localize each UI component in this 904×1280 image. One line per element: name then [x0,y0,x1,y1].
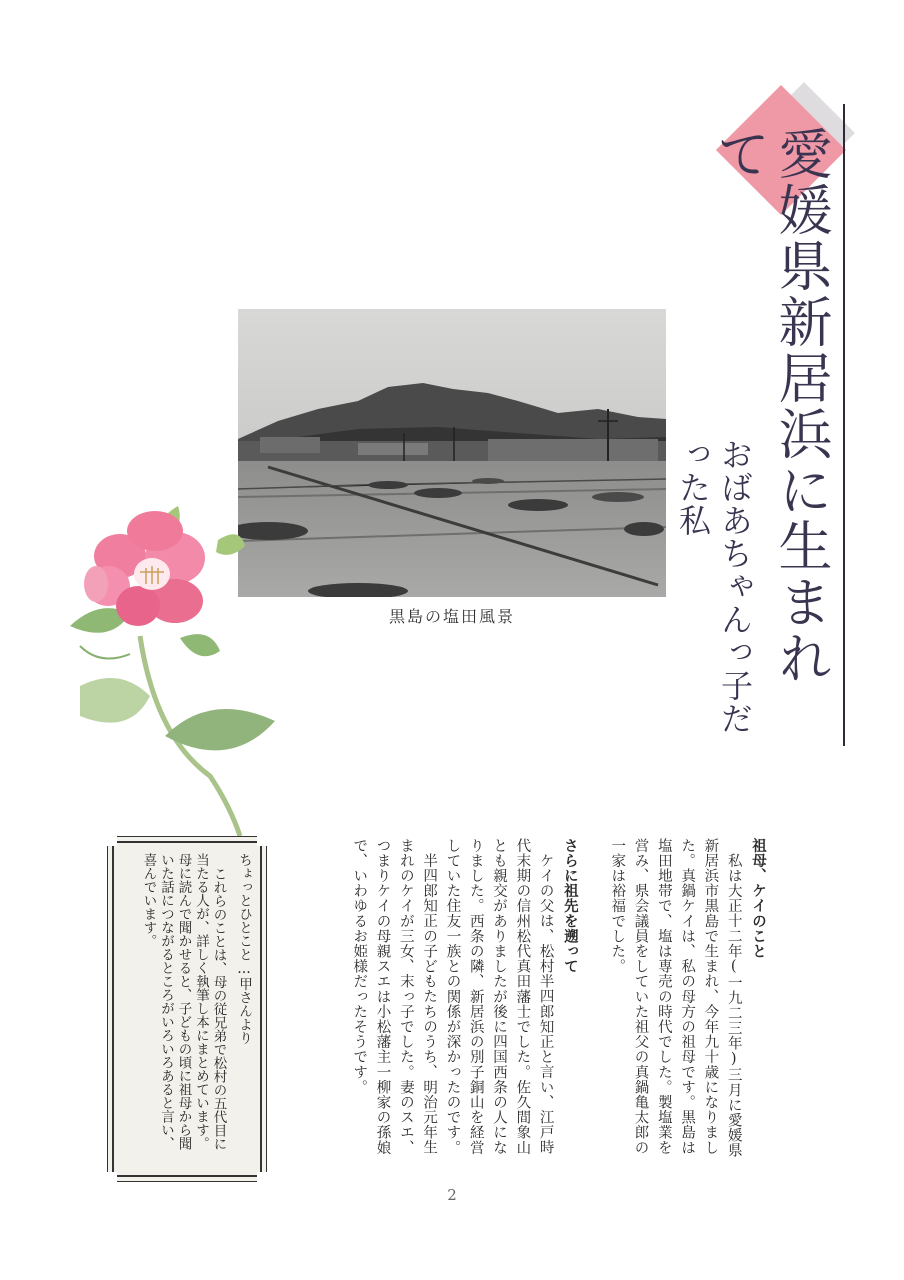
aside-corner-notch [257,836,267,846]
title-rule [843,104,845,746]
section-heading-grandmother: 祖母、ケイのこと [750,838,767,959]
section1-paragraph: 私は大正十二年(一九二三年)三月に愛媛県新居浜市黒島で生まれ、今年九十歳になりました。真鍋ケイは、私の母方の祖母です。黒島は塩田地帯で、塩は専売の時代でした。製塩業を営み、県会議員をしていた祖父の真鍋亀太郎の一家は裕福でした。 [609,838,742,1158]
page-subtitle: おばあちゃんっ子だった私 [674,438,754,735]
aside-corner-notch [107,836,117,846]
aside-box [107,836,267,1182]
aside-corner-notch [257,1172,267,1182]
aside-text: これらのことは、母の従兄弟で松村の五代目に当たる人が、詳しく執筆し本にまとめています。母に読んで聞かせると、子どもの頃に祖母から聞いた話につながるところがいろいろあると言い、喜んでいます。 [140,853,227,1150]
article-body [270,838,770,1168]
section-heading-ancestors: さらに祖先を遡って [561,838,579,974]
aside-content [122,853,252,1163]
page-title: 愛媛県新居浜に生まれて [708,126,833,686]
camellia-flower-icon [60,476,310,856]
camellia-illustration [60,476,310,856]
section2-paragraph-1: ケイの父は、松村半四郎知正と言い、江戸時代末期の信州松代真田藩士でした。佐久間象山とも親交がありましたが後に四国西条の人になりました。西条の隣、新居浜の別子銅山を経営していた住友一族との関係が深かったのです。 [444,838,554,1156]
aside-heading: ちょっとひとこと…甲さんより [236,853,252,1045]
section2-paragraph-2: 半四郎知正の子どもたちのうち、明治元年生まれのケイが三女、末っ子でした。妻のスエ、つまりケイの母親スエは小松藩主一柳家の孫娘で、いわゆるお姫様だったそうです。 [351,838,438,1156]
page-number: 2 [447,1186,457,1204]
aside-corner-notch [107,1172,117,1182]
photo-caption: 黒島の塩田風景 [388,607,515,626]
